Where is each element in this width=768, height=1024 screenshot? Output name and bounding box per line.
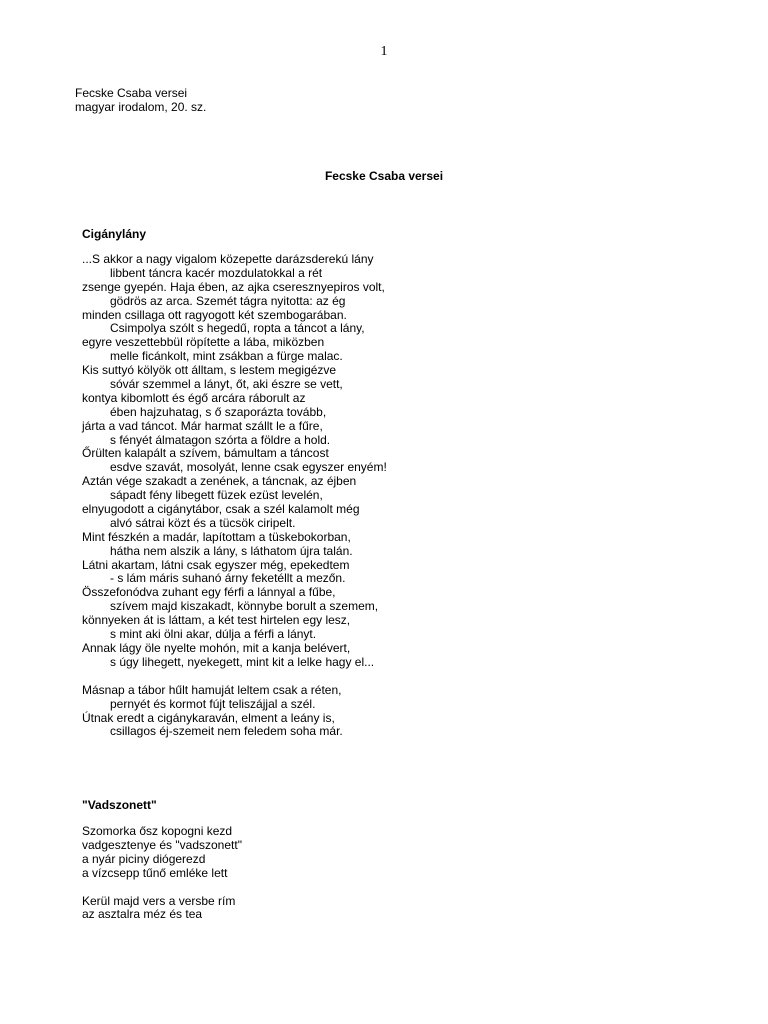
verse-line: Mint fészkén a madár, lapítottam a tüskebokorban, xyxy=(82,529,351,544)
poem-vadszonett xyxy=(82,798,242,922)
stanza xyxy=(82,895,242,923)
verse-line: Kerül majd vers a versbe rím xyxy=(82,893,236,908)
document-meta xyxy=(75,86,206,114)
verse-line: s mint aki ölni akar, dúlja a férfi a lányt. xyxy=(110,627,317,642)
verse-line: az asztalra méz és tea xyxy=(82,907,203,922)
verse-line: könnyeken át is láttam, a két test hirtelen egy lesz, xyxy=(82,613,351,628)
verse-line: Csimpolya szólt s hegedű, ropta a táncot a lány, xyxy=(110,321,365,336)
verse-line: Annak lágy öle nyelte mohón, mit a kanja belévert, xyxy=(82,640,351,655)
stanza xyxy=(82,253,387,670)
document-title: Fecske Csaba versei xyxy=(324,169,444,183)
verse-line: ...S akkor a nagy vigalom közepette darázsderekú lány xyxy=(82,252,374,266)
verse-line: egyre veszettebbül röpítette a lába, miközben xyxy=(82,335,325,350)
verse-line: kontya kibomlott és égő arcára ráborult az xyxy=(82,390,306,405)
verse-line: melle ficánkolt, mint zsákban a fürge malac. xyxy=(110,349,343,364)
verse-line: zsenge gyepén. Haja ében, az ajka cseresznyepiros volt, xyxy=(82,279,385,294)
verse-line: elnyugodott a cigánytábor, csak a szél kalamolt még xyxy=(82,502,360,517)
verse-line: Összefonódva zuhant egy férfi a lánnyal a fűbe, xyxy=(82,585,336,600)
poem-title: "Vadszonett" xyxy=(82,798,157,812)
verse-line: s úgy lihegett, nyekegett, mint kit a lelke hagy el... xyxy=(110,654,375,669)
page-number: 1 xyxy=(380,44,388,59)
verse-line: - s lám máris suhanó árny feketéllt a mezőn. xyxy=(110,571,346,586)
verse-line: Őrülten kalapált a szívem, bámultam a táncost xyxy=(82,446,329,461)
verse-line: s fényét álmatagon szórta a földre a hold. xyxy=(110,432,331,447)
verse-line: a vízcsepp tűnő emléke lett xyxy=(82,865,228,880)
verse-line: alvó sátrai közt és a tücsök ciripelt. xyxy=(110,515,296,530)
verse-line: járta a vad táncot. Már harmat szállt le a fűre, xyxy=(82,418,323,433)
verse-line: libbent táncra kacér mozdulatokkal a rét xyxy=(110,265,323,280)
verse-line: a nyár piciny diógerezd xyxy=(82,851,206,866)
verse-line: pernyét és kormot fújt teliszájjal a szél. xyxy=(110,696,316,711)
verse-line: minden csillaga ott ragyogott két szembogarában. xyxy=(82,307,347,322)
verse-line: sóvár szemmel a lányt, őt, aki észre se vett, xyxy=(110,377,343,392)
poem-ciganylany xyxy=(82,227,387,739)
stanza xyxy=(82,684,387,740)
verse-line: Útnak eredt a cigánykaraván, elment a leány is, xyxy=(82,710,335,725)
verse-line: esdve szavát, mosolyát, lenne csak egyszer enyém! xyxy=(110,460,387,475)
verse-line: Szomorka ősz kopogni kezd xyxy=(82,824,233,838)
verse-line: Aztán vége szakadt a zenének, a táncnak, az éjben xyxy=(82,474,357,489)
verse-line: gödrös az arca. Szemét tágra nyitotta: az ég xyxy=(110,293,346,308)
verse-line: Látni akartam, látni csak egyszer még, epekedtem xyxy=(82,557,350,572)
verse-line: hátha nem alszik a lány, s láthatom újra talán. xyxy=(110,543,353,558)
meta-line-title: Fecske Csaba versei xyxy=(75,86,188,100)
poem-title: Cigánylány xyxy=(82,227,147,241)
verse-line: szívem majd kiszakadt, könnybe borult a szemem, xyxy=(110,599,379,614)
verse-line: Kis suttyó kölyök ott álltam, s lestem megigézve xyxy=(82,363,337,378)
verse-line: csillagos éj-szemeit nem feledem soha már. xyxy=(110,724,343,739)
verse-line: Másnap a tábor hűlt hamuját leltem csak a réten, xyxy=(82,682,342,697)
verse-line: vadgesztenye és "vadszonett" xyxy=(82,837,242,852)
verse-line: ében hajzuhatag, s ő szaporázta tovább, xyxy=(110,404,327,419)
verse-line: sápadt fény libegett füzek ezüst levelén, xyxy=(110,488,323,503)
stanza xyxy=(82,825,242,881)
meta-line-category: magyar irodalom, 20. sz. xyxy=(75,100,207,114)
